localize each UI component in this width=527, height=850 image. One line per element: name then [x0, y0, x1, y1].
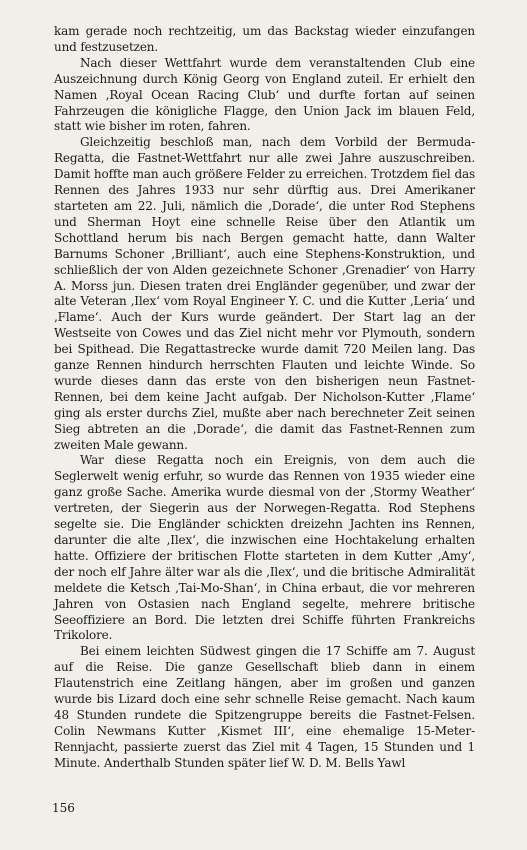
paragraph-2: Nach dieser Wettfahrt wurde dem veranstaltenden Club eine Auszeichnung durch König Georg von England zuteil. Er erhielt den Namen ‚Royal Ocean Racing Club‘ und durfte fortan auf seinen Fahrzeugen die königliche Flagge, den Union Jack im blauen Feld, statt wie bisher im roten, fahren.: [54, 55, 475, 134]
body-text: [54, 24, 475, 772]
paragraph-5: Bei einem leichten Südwest gingen die 17 Schiffe am 7. August auf die Reise. Die ganze Gesellschaft blieb dann in einem Flautenstrich eine Zeitlang hängen, aber im großen und ganzen wurde bis Lizard doch eine sehr schnelle Reise gemacht. Nach kaum 48 Stunden rundete die Spitzengruppe bereits die Fastnet-Felsen. Colin Newmans Kutter ‚Kismet III‘, eine ehemalige 15-Meter-Rennjacht, passierte zuerst das Ziel mit 4 Tagen, 15 Stunden und 1 Minute. Anderthalb Stunden später lief W. D. M. Bells Yawl: [54, 644, 475, 770]
paragraph-1: kam gerade noch rechtzeitig, um das Backstag wieder einzufangen und festzusetzen.: [54, 24, 475, 54]
page-number: 156: [52, 801, 75, 815]
paragraph-4: War diese Regatta noch ein Ereignis, von dem auch die Seglerwelt wenig erfuhr, so wurde das Rennen von 1935 wieder eine ganz große Sache. Amerika wurde diesmal von der ‚Stormy Weather‘ vertreten, der Siegerin aus der Norwegen-Regatta. Rod Stephens segelte sie. Die Engländer schickten dreizehn Jachten ins Rennen, darunter die alte ‚Ilex‘, die inzwischen eine Hochtakelung erhalten hatte. Offiziere der britischen Flotte starteten in dem Kutter ‚Amy‘, der noch elf Jahre älter war als die ‚Ilex‘, und die britische Admiralität meldete die Ketsch ‚Tai-Mo-Shan‘, in China erbaut, die vor mehreren Jahren von Ostasien nach England segelte, mehrere britische Seeoffiziere an Bord. Die letzten drei Schiffe führten Frankreichs Trikolore.: [54, 453, 475, 643]
paragraph-3: Gleichzeitig beschloß man, nach dem Vorbild der Bermuda-Regatta, die Fastnet-Wettfahrt nur alle zwei Jahre auszuschreiben. Damit hoffte man auch größere Felder zu erreichen. Trotzdem fiel das Rennen des Jahres 1933 nur sehr dürftig aus. Drei Amerikaner starteten am 22. Juli, nämlich die ‚Dorade‘, die unter Rod Stephens und Sherman Hoyt eine schnelle Reise über den Atlantik um Schottland herum bis nach Bergen gemacht hatte, dann Walter Barnums Schoner ‚Brilliant‘, auch eine Stephens-Konstruktion, und schließlich der von Alden gezeichnete Schoner ‚Grenadier‘ von Harry A. Morss jun. Diesen traten drei Engländer gegenüber, und zwar der alte Veteran ‚Ilex‘ vom Royal Engineer Y. C. und die Kutter ‚Leria‘ und ‚Flame‘. Auch der Kurs wurde geändert. Der Start lag an der Westseite von Cowes und das Ziel nicht mehr vor Plymouth, sondern bei Spithead. Die Regattastrecke wurde damit 720 Meilen lang. Das ganze Rennen hindurch herrschten Flauten und leichte Winde. So wurde dieses dann das erste von den bisherigen neun Fastnet-Rennen, bei dem keine Jacht aufgab. Der Nicholson-Kutter ‚Flame‘ ging als erster durchs Ziel, mußte aber nach berechneter Zeit seinen Sieg abtreten an die ‚Dorade‘, die damit das Fastnet-Rennen zum zweiten Male gewann.: [54, 135, 475, 452]
